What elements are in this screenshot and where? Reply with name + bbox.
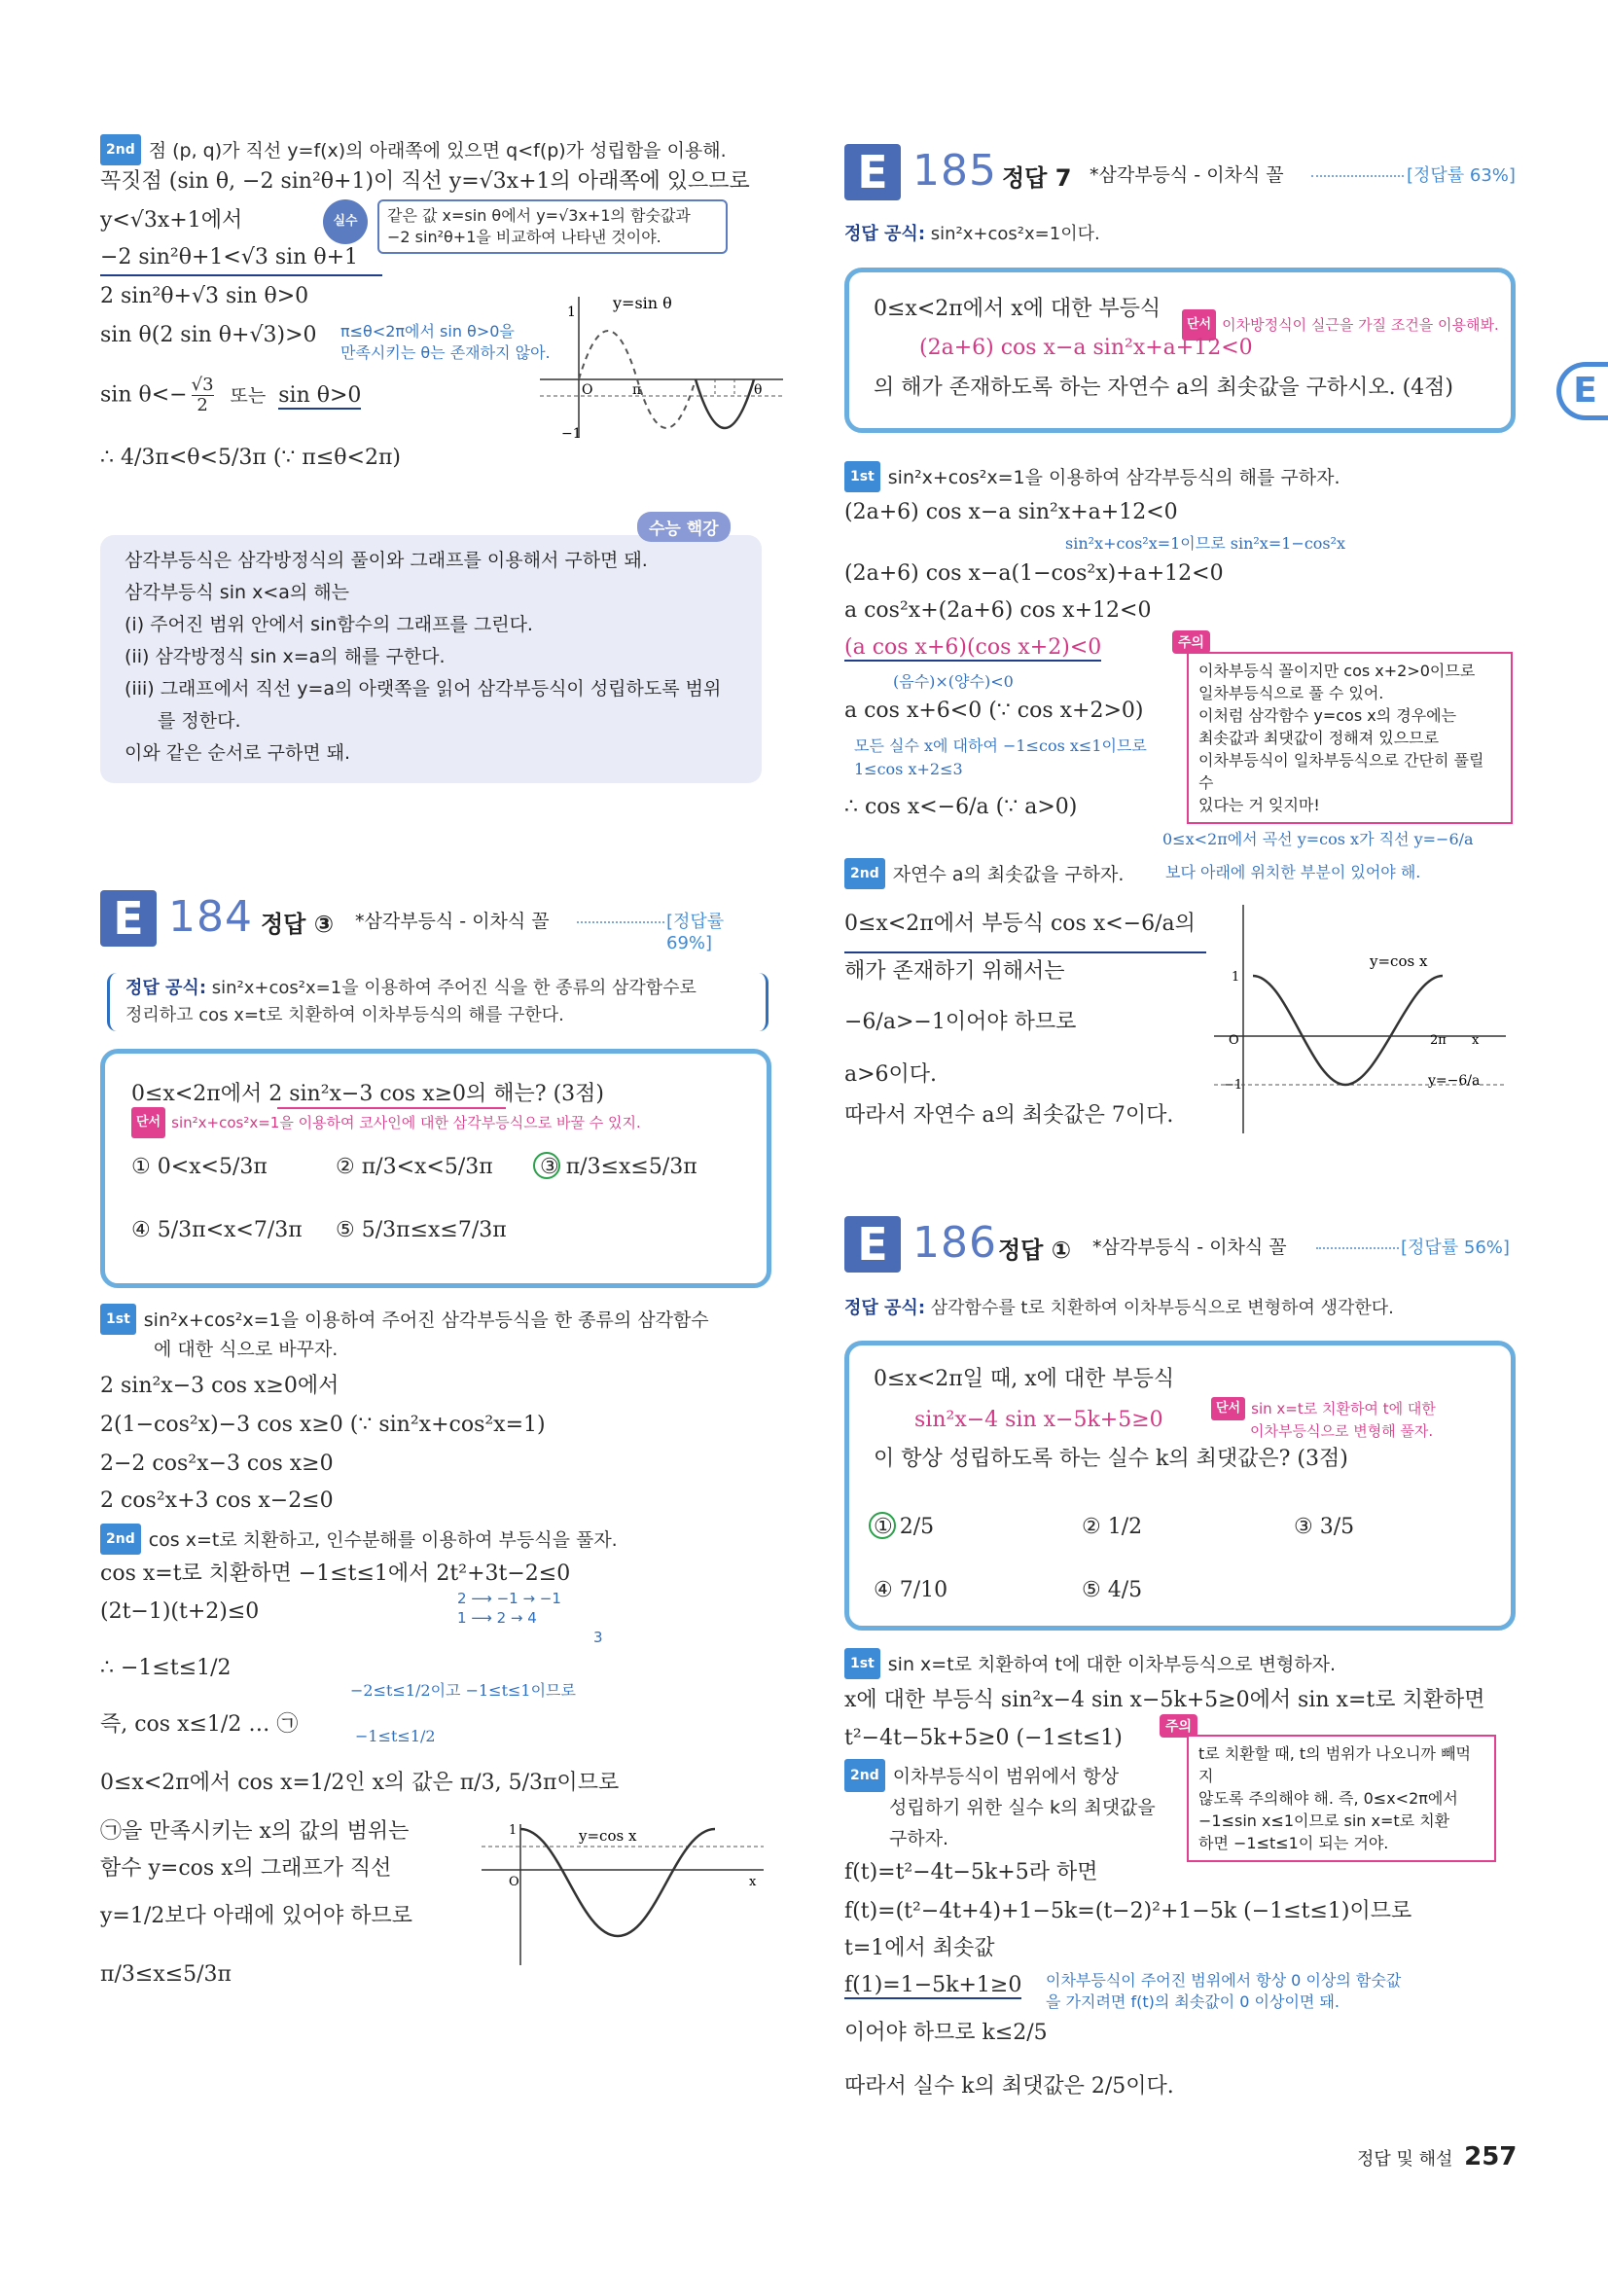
core-line: 삼각부등식은 삼각방정식의 풀이와 그래프를 이용해서 구하면 돼. [125,550,648,571]
note-text: 만족시키는 θ는 존재하지 않아. [340,343,551,362]
question-line: 0≤x<2π일 때, x에 대한 부등식 [874,1367,1175,1391]
origin: O [509,1875,519,1889]
origin: O [582,382,593,398]
note-text: sin²x+cos²x=1이므로 sin²x=1−cos²x [1065,534,1346,553]
hint-185: 단서 이차방정식이 실근을 가질 조건을 이용해봐. [1182,309,1499,341]
note-text: 모든 실수 x에 대하여 −1≤cos x≤1이므로 [854,736,1147,755]
section-tab: E [1556,362,1608,420]
problem-badge: E [100,890,157,947]
note-text: (음수)×(양수)<0 [893,672,1014,691]
warning-note-185 [1187,652,1513,824]
math-line: 0≤x<2π에서 부등식 cos x<−6/a의 [844,912,1196,936]
math-line: sin θ(2 sin θ+√3)>0 [100,323,317,347]
warning-label: 주의 [1160,1714,1197,1738]
choice-5[interactable]: ⑤ 5/3π≤x≤7/3π [336,1218,507,1242]
cos-curve [520,1829,715,1936]
tick-theta: θ [754,382,763,398]
problem-number: 186 [912,1218,997,1268]
step-2: 2nd 이차부등식이 범위에서 항상 성립하기 위한 실수 k의 최댓값을 구하자. [844,1759,1156,1854]
note-text: −2 sin²θ+1을 비교하여 나타낸 것이야. [387,228,661,246]
correct-rate: [정답률 63%] [1407,165,1516,186]
text-line: 꼭짓점 (sin θ, −2 sin²θ+1)이 직선 y=√3x+1의 아래쪽에 있으므로 [100,169,750,194]
formula-185: 정답 공식: sin²x+cos²x=1이다. [844,224,1100,244]
math-line: x에 대한 부등식 sin²x−4 sin x−5k+5≥0에서 sin x=t로 치환하면 [844,1688,1485,1712]
question-line: 0≤x<2π에서 x에 대한 부등식 [874,297,1161,321]
math-line: 2 sin²θ+√3 sin θ>0 [100,284,309,308]
warning-note-186 [1187,1735,1496,1862]
note-text: π≤θ<2π에서 sin θ>0을 [340,322,515,341]
math-line: 2 sin²x−3 cos x≥0에서 [100,1374,339,1398]
correct-rate: [정답률 69%] [666,912,725,953]
choice-1[interactable]: ① 2/5 [874,1515,935,1539]
problem-badge: E [844,1216,901,1273]
choice-4[interactable]: ④ 5/3π<x<7/3π [131,1218,303,1242]
formula-184 [107,973,768,1031]
tick-neg1: −1 [561,426,582,442]
leader-dots [577,921,664,923]
choice-3[interactable]: ③ π/3≤x≤5/3π [540,1155,697,1179]
hint-184: 단서 sin²x+cos²x=1을 이용하여 코사인에 대한 삼각부등식으로 바꿀 수 있지. [131,1107,641,1138]
answer: 정답 ③ [261,911,335,938]
underline [844,951,1206,953]
category: *삼각부등식 - 이차식 꼴 [1090,164,1284,186]
math-line: y<√3x+1에서 [100,208,243,233]
warning-line: 최솟값과 최댓값이 정해져 있으므로 [1198,729,1440,747]
math-line: −2 sin²θ+1<√3 sin θ+1 [100,245,359,269]
tick-2pi: 2π [1430,1033,1447,1048]
step-2: 2nd 자연수 a의 최솟값을 구하자. [844,858,1124,889]
formula-label: 정답 공식: [125,978,207,998]
problem-186-header [844,1216,1516,1274]
correct-mark [533,1152,560,1179]
warning-line: 있다는 거 잊지마! [1198,796,1320,814]
tick-x: x [1472,1033,1480,1048]
math-line: (2t−1)(t+2)≤0 [100,1599,260,1624]
core-line: 삼각부등식 sin x<a의 해는 [125,582,349,603]
math-line: 2(1−cos²x)−3 cos x≥0 (∵ sin²x+cos²x=1) [100,1413,546,1437]
curve-label: y=cos x [579,1827,637,1845]
math-line: t=1에서 최솟값 [844,1936,995,1960]
core-title: 수능 핵강 [637,512,731,542]
tick-1: 1 [567,305,576,320]
choice-2[interactable]: ② 1/2 [1082,1515,1143,1539]
math-line: (2a+6) cos x−a sin²x+a+12<0 [844,500,1178,524]
formula-text: 정리하고 cos x=t로 치환하여 이차부등식의 해를 구한다. [125,1005,564,1025]
math-line: 즉, cos x≤1/2 … ㉠ [100,1712,299,1737]
question-line: (2a+6) cos x−a sin²x+a+12<0 [919,336,1253,360]
fraction: $\frac{√3}{2}$ [191,375,214,415]
warning-line: 이차부등식이 일차부등식으로 간단히 풀릴 수 [1198,751,1484,792]
warning-line: 않도록 주의해야 해. 즉, 0≤x<2π에서 [1198,1789,1458,1808]
leader-dots [1311,175,1404,177]
core-line: (i) 주어진 범위 안에서 sin함수의 그래프를 그린다. [125,614,533,635]
problem-184-header [100,890,771,953]
choice-1[interactable]: ① 0<x<5/3π [131,1155,268,1179]
note-text: 0≤x<2π에서 곡선 y=cos x가 직선 y=−6/a [1162,830,1474,848]
math-line: a>6이다. [844,1062,938,1087]
math-part: 또는 [230,384,267,407]
footer-label: 정답 및 해설 [1357,2149,1453,2170]
math-line: a cos²x+(2a+6) cos x+12<0 [844,598,1152,623]
warning-line: t로 치환할 때, t의 범위가 나오니까 빼먹지 [1198,1744,1471,1785]
math-line: 따라서 실수 k의 최댓값은 2/5이다. [844,2074,1174,2099]
question-line: 이 항상 성립하도록 하는 실수 k의 최댓값은? (3점) [874,1447,1348,1471]
math-line: ∴ 4/3π<θ<5/3π (∵ π≤θ<2π) [100,446,402,470]
line-label: y=−6/a [1428,1073,1481,1089]
math-line: ∴ cos x<−6/a (∵ a>0) [844,795,1078,819]
math-part: sin θ>0 [278,382,362,408]
question-line: 0≤x<2π에서 2 sin²x−3 cos x≥0의 해는? (3점) [131,1082,605,1106]
core-line: 를 정한다. [158,710,241,732]
page-footer [1357,2142,1517,2171]
math-line: π/3≤x≤5/3π [100,1962,232,1987]
math-line: (a cos x+6)(cos x+2)<0 [844,635,1102,660]
warning-label: 주의 [1172,630,1210,654]
tick-1: 1 [509,1823,518,1838]
category: *삼각부등식 - 이차식 꼴 [1092,1237,1287,1258]
tick-x: x [749,1875,757,1889]
cross-factor: 2 ⟶ −1 → −1 1 ⟶ 2 → 4 3 [457,1590,603,1646]
math-line: 따라서 자연수 a의 최솟값은 7이다. [844,1103,1174,1128]
math-line: y=1/2보다 아래에 있어야 하므로 [100,1904,413,1928]
note-text: −2≤t≤1/2이고 −1≤t≤1이므로 [350,1681,576,1700]
math-line: t²−4t−5k+5≥0 (−1≤t≤1) [844,1726,1123,1750]
sine-curve-second-half [696,379,754,428]
hint-186: 단서 sin x=t로 치환하여 t에 대한 이차부등식으로 변형해 풀자. [1211,1397,1436,1442]
warning-line: 이차부등식 꼴이지만 cos x+2>0이므로 [1198,662,1476,680]
problem-badge: E [844,144,901,200]
tick-pi: π [632,382,642,398]
math-line: f(t)=(t²−4t+4)+1−5k=(t−2)²+1−5k (−1≤t≤1)이므로 [844,1899,1412,1923]
cosine-graph-185 [1214,900,1516,1138]
correct-rate: [정답률 56%] [1401,1238,1510,1258]
step-1: 1st sin²x+cos²x=1을 이용하여 삼각부등식의 해를 구하자. [844,461,1340,492]
side-note [340,321,551,364]
curve-label: y=cos x [1370,952,1428,970]
tick-neg1: −1 [1224,1078,1243,1093]
formula-text: sin²x+cos²x=1을 이용하여 주어진 식을 한 종류의 삼각함수로 [211,978,697,998]
page-number: 257 [1464,2142,1518,2171]
warning-line: 하면 −1≤t≤1이 되는 거야. [1198,1834,1389,1852]
math-part: sin θ<− [100,382,188,408]
choice-4[interactable]: ④ 7/10 [874,1578,948,1602]
hint-line: 2nd 점 (p, q)가 직선 y=f(x)의 아래쪽에 있으면 q<f(p)가 성립함을 이용해. [100,134,727,165]
math-line: 해가 존재하기 위해서는 [844,959,1065,984]
mistake-badge: 실수 [323,199,368,244]
choice-2[interactable]: ② π/3<x<5/3π [336,1155,493,1179]
origin: O [1229,1033,1239,1048]
problem-number: 184 [168,892,253,942]
math-line: 2 cos²x+3 cos x−2≤0 [100,1489,334,1513]
step-1-cont: 에 대한 식으로 바꾸자. [154,1339,339,1360]
note-text: 이차부등식이 주어진 범위에서 항상 0 이상의 함숫값 [1046,1971,1402,1990]
math-line: 0≤x<2π에서 cos x=1/2인 x의 값은 π/3, 5/3π이므로 [100,1771,620,1795]
leader-dots [1316,1247,1399,1249]
question-line: sin²x−4 sin x−5k+5≥0 [914,1408,1163,1432]
choice-5[interactable]: ⑤ 4/5 [1082,1578,1143,1602]
curve-label: y=sin θ [613,294,672,312]
math-line: a cos x+6<0 (∵ cos x+2>0) [844,699,1144,723]
correct-mark [869,1512,896,1539]
math-line: ㉠을 만족시키는 x의 값의 범위는 [100,1819,410,1844]
core-line: (ii) 삼각방정식 sin x=a의 해를 구한다. [125,646,446,667]
problem-185-header [844,144,1516,202]
cosine-graph-184 [482,1819,773,1975]
formula-186: 정답 공식: 삼각함수를 t로 치환하여 이차부등식으로 변형하여 생각한다. [844,1298,1394,1318]
warning-line: 일차부등식으로 풀 수 있어. [1198,684,1384,702]
math-line: 2−2 cos²x−3 cos x≥0 [100,1452,334,1476]
choice-3[interactable]: ③ 3/5 [1294,1515,1355,1539]
category: *삼각부등식 - 이차식 꼴 [355,911,550,932]
math-line: f(1)=1−5k+1≥0 [844,1973,1022,1997]
sine-graph [540,287,788,443]
math-line: ∴ −1≤t≤1/2 [100,1656,232,1680]
note-text: −1≤t≤1/2 [355,1727,436,1745]
mistake-note [377,199,728,254]
math-line: f(t)=t²−4t−5k+5라 하면 [844,1860,1098,1884]
cos-curve [1253,976,1443,1085]
answer: 정답 ① [998,1237,1072,1264]
note-text: 을 가지려면 f(t)의 최솟값이 0 이상이면 돼. [1046,1992,1340,2011]
note-186 [1046,1970,1401,2013]
note-text: 같은 값 x=sin θ에서 y=√3x+1의 함숫값과 [387,206,691,225]
step-1: 1st sin x=t로 치환하여 t에 대한 이차부등식으로 변형하자. [844,1648,1336,1679]
warning-line: −1≤sin x≤1이므로 sin x=t로 치환 [1198,1812,1450,1830]
math-line: cos x=t로 치환하면 −1≤t≤1에서 2t²+3t−2≤0 [100,1561,571,1586]
tick-1: 1 [1232,970,1240,985]
step-1: 1st sin²x+cos²x=1을 이용하여 주어진 삼각부등식을 한 종류의 삼각함수 [100,1304,709,1335]
note-text: 보다 아래에 위치한 부분이 있어야 해. [1165,863,1421,881]
core-lines [125,545,721,770]
math-line: (2a+6) cos x−a(1−cos²x)+a+12<0 [844,561,1224,586]
math-line: 이어야 하므로 k≤2/5 [844,2021,1048,2045]
note-text: 1≤cos x+2≤3 [854,760,963,778]
math-line: −6/a>−1이어야 하므로 [844,1010,1077,1034]
core-line: (iii) 그래프에서 직선 y=a의 아랫쪽을 읽어 삼각부등식이 성립하도록 범위 [125,678,722,700]
core-line: 이와 같은 순서로 구하면 돼. [125,742,351,764]
answer: 정답 7 [1002,164,1072,192]
question-line: 의 해가 존재하도록 하는 자연수 a의 최솟값을 구하시오. (4점) [874,376,1454,400]
underline [100,274,382,276]
math-line: 함수 y=cos x의 그래프가 직선 [100,1856,392,1881]
problem-number: 185 [912,146,997,196]
warning-line: 이처럼 삼각함수 y=cos x의 경우에는 [1198,706,1457,725]
step-2: 2nd cos x=t로 치환하고, 인수분해를 이용하여 부등식을 풀자. [100,1524,618,1555]
math-line [100,376,361,415]
